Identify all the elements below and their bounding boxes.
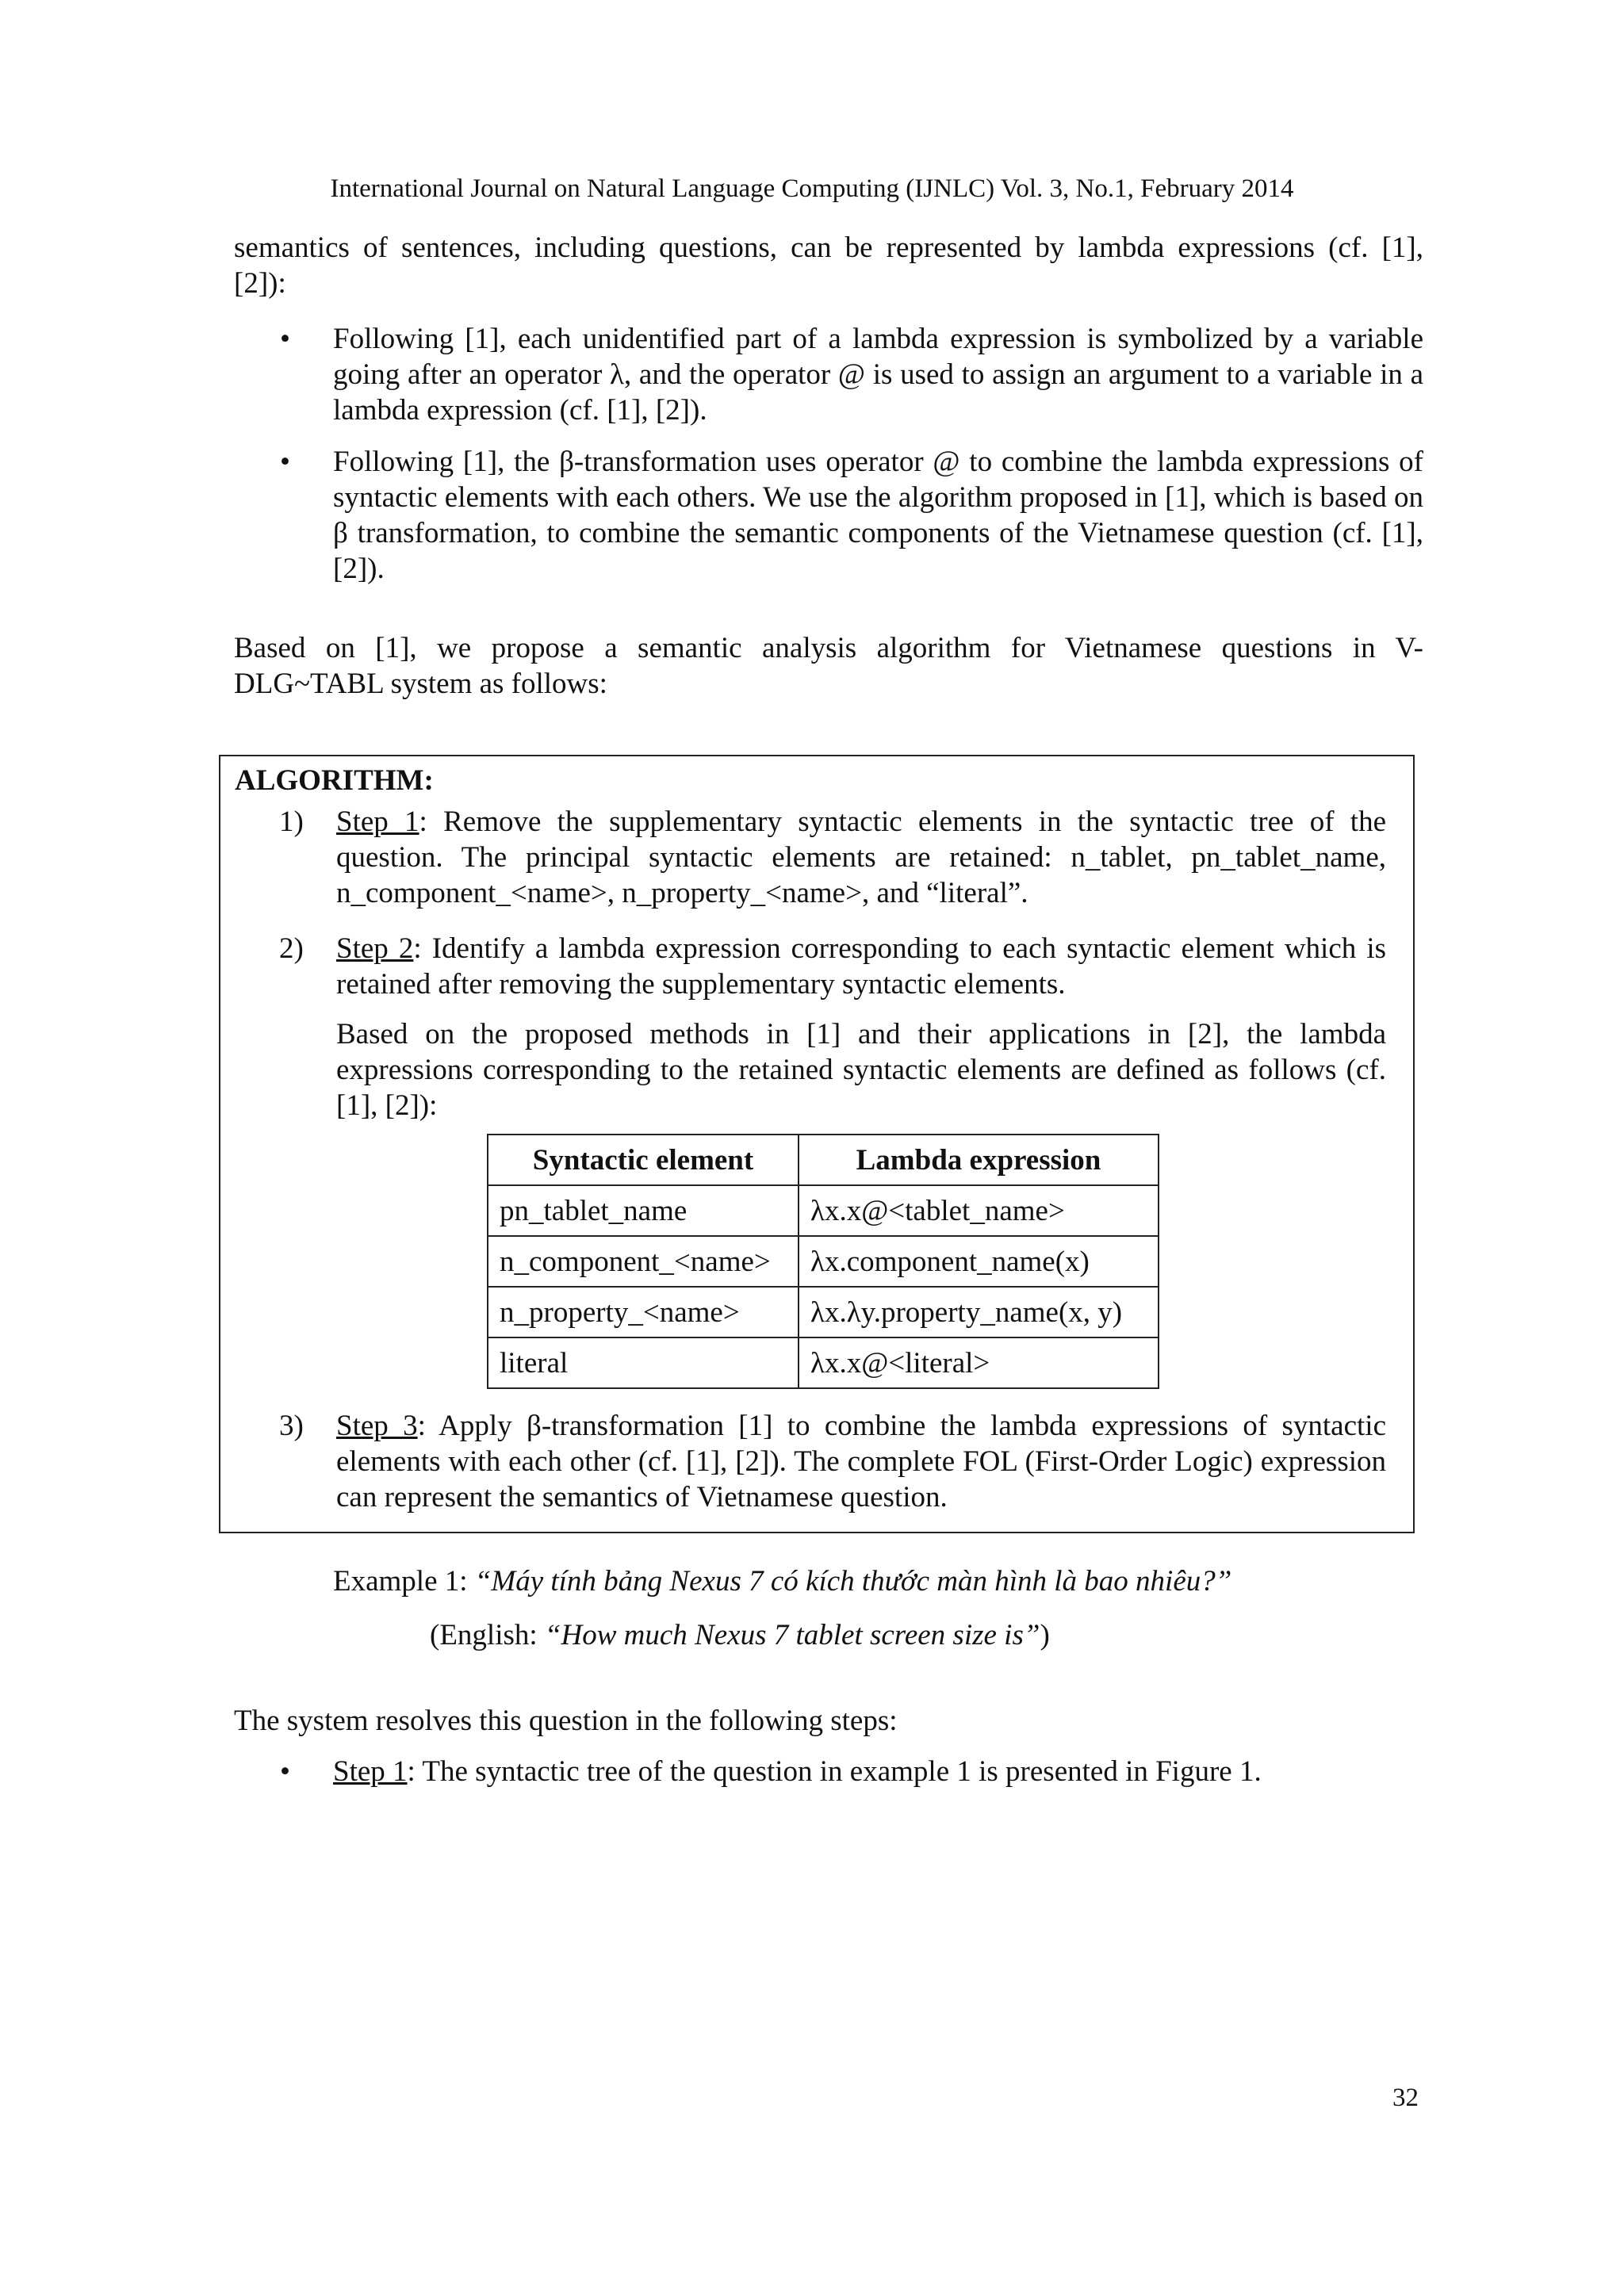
table-cell: λx.x@<literal>	[799, 1337, 1159, 1388]
table-cell: pn_tablet_name	[488, 1185, 799, 1236]
bullet-list	[234, 321, 1423, 587]
intro-line-2: [2]):	[234, 267, 286, 300]
table-row	[488, 1337, 1159, 1388]
step-number: 1)	[279, 806, 304, 838]
intro-paragraph	[234, 230, 1423, 301]
table-cell: λx.x@<tablet_name>	[799, 1185, 1159, 1236]
step-text: : Remove the supplementary syntactic elements in the syntactic tree of the question. The principal syntactic elements are retained: n_tablet, pn_tablet_name, n_component_<name>, n_property_<name>, and “literal”.	[336, 806, 1386, 909]
bullet-text-2: Following [1], the β-transformation uses operator @ to combine the lambda expressions of syntactic elements with each others. We use the algorithm proposed in [1], which is based on β transformation, to combine the semantic components of the Vietnamese question (cf. [1], [2]).	[333, 446, 1423, 585]
step-number: 2)	[279, 932, 304, 965]
bullet-icon: •	[280, 446, 290, 478]
table-cell: n_property_<name>	[488, 1287, 799, 1337]
table-header: Syntactic element	[488, 1135, 799, 1185]
example-english	[430, 1617, 1050, 1653]
journal-header: International Journal on Natural Language Computing (IJNLC) Vol. 3, No.1, February 2014	[330, 174, 1294, 203]
english-translation: “How much Nexus 7 tablet screen size is”	[544, 1619, 1040, 1651]
english-close: )	[1040, 1619, 1050, 1651]
step-label: Step 1	[333, 1755, 408, 1788]
page-number: 32	[1392, 2084, 1419, 2112]
list-item	[234, 321, 1423, 428]
step-label: Step 2	[336, 932, 414, 965]
table-row	[488, 1185, 1159, 1236]
algorithm-title: ALGORITHM:	[235, 764, 434, 797]
proposal-line-1: Based on [1], we propose a semantic analysis algorithm for Vietnamese questions in V-	[234, 632, 1423, 664]
proposal-line-2: DLG~TABL system as follows:	[234, 668, 607, 700]
table-cell: literal	[488, 1337, 799, 1388]
example-label: Example 1:	[333, 1565, 475, 1598]
example-1	[333, 1563, 1231, 1599]
table-row	[488, 1287, 1159, 1337]
step-number: 3)	[279, 1410, 304, 1442]
step-label: Step 3	[336, 1410, 418, 1442]
step-label: Step 1	[336, 806, 419, 838]
list-item	[234, 444, 1423, 587]
table-row	[488, 1236, 1159, 1287]
table-cell: λx.component_name(x)	[799, 1236, 1159, 1287]
bullet-icon: •	[280, 323, 290, 355]
bullet-icon: •	[280, 1755, 290, 1788]
intro-line-1: semantics of sentences, including questions, can be represented by lambda expressions (cf. [1],	[234, 232, 1423, 264]
algorithm-box	[219, 755, 1415, 1533]
step-text: : Apply β-transformation [1] to combine the lambda expressions of syntactic elements with each other (cf. [1], [2]). The complete FOL (First-Order Logic) expression can represent the semantics of Vietnamese question.	[336, 1410, 1386, 1513]
steps-bullet-list	[234, 1754, 1423, 1789]
english-open: (English:	[430, 1619, 545, 1651]
algorithm-step-2	[279, 931, 1387, 1123]
example-question: “Máy tính bảng Nexus 7 có kích thước màn hình là bao nhiêu?”	[474, 1565, 1232, 1598]
algorithm-step-1	[279, 804, 1386, 911]
table-cell: n_component_<name>	[488, 1236, 799, 1287]
resolve-paragraph: The system resolves this question in the following steps:	[234, 1705, 898, 1737]
table-cell: λx.λy.property_name(x, y)	[799, 1287, 1159, 1337]
bullet-text-1: Following [1], each unidentified part of a lambda expression is symbolized by a variable going after an operator λ, and the operator @ is used to assign an argument to a variable in a lambda expression (cf. [1], [2]).	[333, 323, 1423, 427]
step-text: : Identify a lambda expression corresponding to each syntactic element which is retained after removing the supplementary syntactic elements.	[336, 932, 1387, 1001]
step-text: : The syntactic tree of the question in example 1 is presented in Figure 1.	[407, 1755, 1262, 1788]
table-header: Lambda expression	[799, 1135, 1159, 1185]
lambda-table	[487, 1134, 1159, 1389]
algorithm-step-3	[279, 1408, 1386, 1515]
list-item	[234, 1754, 1423, 1789]
table-header-row	[488, 1135, 1159, 1185]
step-2-paragraph: Based on the proposed methods in [1] and their applications in [2], the lambda expressions corresponding to the retained syntactic elements are defined as follows (cf. [1], [2]):	[336, 1018, 1386, 1122]
proposal-paragraph	[234, 630, 1423, 702]
